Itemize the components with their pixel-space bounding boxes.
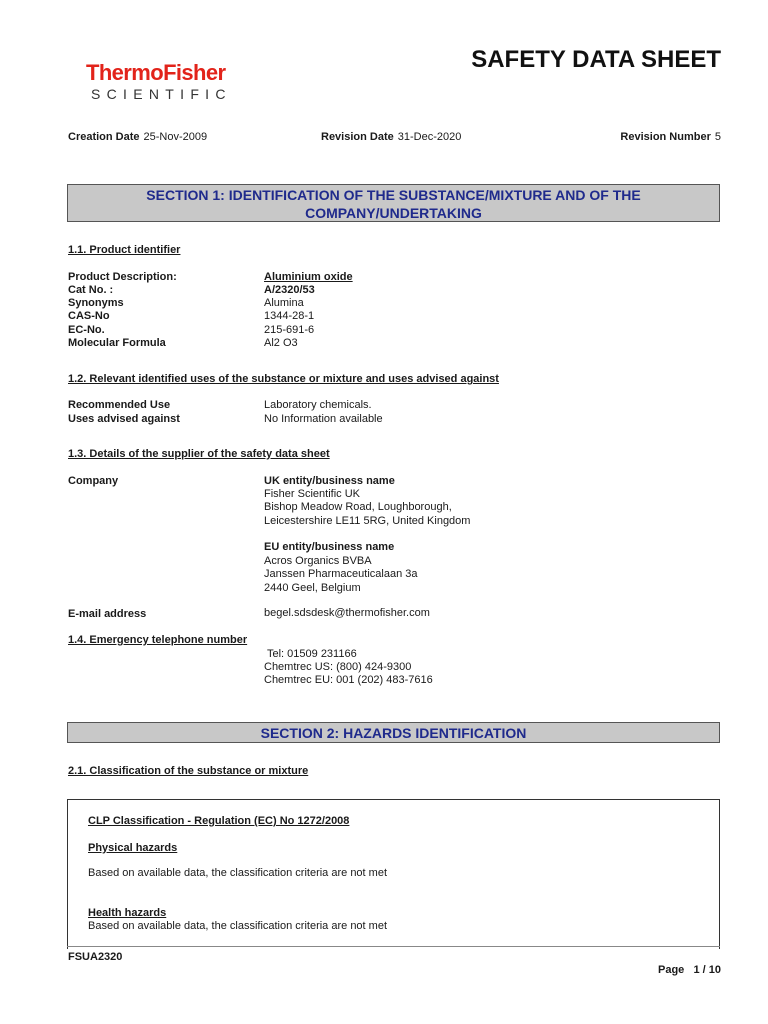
clp-heading-text: CLP Classification - Regulation (EC) No 1272/2008 [88,815,350,827]
recommended-use-value: Laboratory chemicals. [264,399,372,411]
document-title: SAFETY DATA SHEET [471,46,721,73]
product-description-label: Product Description: [68,271,177,283]
revision-date-label: Revision Date [321,131,394,143]
eu-entity-heading: EU entity/business name [264,541,395,553]
revision-date [321,131,461,144]
brand-logo-wordmark: ThermoFisher [86,60,226,85]
health-hazards-heading-text: Health hazards [88,907,167,919]
physical-hazards-heading [88,842,177,855]
creation-date [68,131,207,144]
section-2-header [67,722,720,743]
ec-no-label: EC-No. [68,324,105,336]
section-1-title-line2: COMPANY/UNDERTAKING [305,205,482,221]
recommended-use-label: Recommended Use [68,399,171,411]
section-1-title-line1: SECTION 1: IDENTIFICATION OF THE SUBSTANCE/MIXTURE AND OF THE [146,187,641,203]
emergency-phone-line: Chemtrec US: (800) 424-9300 [264,661,412,673]
uk-entity-heading: UK entity/business name [264,475,395,487]
email-label: E-mail address [68,608,147,620]
subsection-1-3-heading: 1.3. Details of the supplier of the safety data sheet [68,448,330,460]
eu-entity-line: Acros Organics BVBA [264,555,372,567]
subsection-1-4-heading: 1.4. Emergency telephone number [68,634,248,646]
creation-date-label: Creation Date [68,131,140,143]
eu-entity-line: 2440 Geel, Belgium [264,582,361,594]
uk-entity-line: Bishop Meadow Road, Loughborough, [264,501,452,513]
synonyms-value: Alumina [264,297,304,309]
uses-advised-against-value: No Information available [264,413,383,425]
health-hazards-text: Based on available data, the classification criteria are not met [88,920,387,932]
revision-date-value: 31-Dec-2020 [397,131,462,143]
cat-no-value: A/2320/53 [264,284,315,296]
cas-no-label: CAS-No [68,310,110,322]
emergency-phone-line: Chemtrec EU: 001 (202) 483-7616 [264,674,433,686]
page-indicator [658,964,721,977]
document-code: FSUA2320 [68,951,123,963]
physical-hazards-text: Based on available data, the classification criteria are not met [88,867,387,879]
emergency-phone-line: Tel: 01509 231166 [267,648,357,660]
synonyms-label: Synonyms [68,297,124,309]
footer-divider [67,946,720,947]
uk-entity-line: Fisher Scientific UK [264,488,360,500]
cat-no-label: Cat No. : [68,284,114,296]
eu-entity-line: Janssen Pharmaceuticalaan 3a [264,568,418,580]
subsection-2-1-heading: 2.1. Classification of the substance or mixture [68,765,309,777]
revision-number-label: Revision Number [620,131,711,143]
section-1-header [67,184,720,222]
section-2-title: SECTION 2: HAZARDS IDENTIFICATION [260,725,527,741]
clp-heading [88,815,349,828]
health-hazards-heading [88,907,166,920]
uses-advised-against-label: Uses advised against [68,413,180,425]
company-label: Company [68,475,119,487]
subsection-1-1-heading: 1.1. Product identifier [68,244,181,256]
cas-no-value: 1344-28-1 [264,310,315,322]
revision-number [620,131,721,144]
creation-date-value: 25-Nov-2009 [143,131,208,143]
page-label: Page [658,964,685,976]
uk-entity-line: Leicestershire LE11 5RG, United Kingdom [264,515,471,527]
page-number: 1 / 10 [693,964,721,976]
revision-number-value: 5 [714,131,721,143]
ec-no-value: 215-691-6 [264,324,315,336]
email-value[interactable]: begel.sdsdesk@thermofisher.com [264,607,430,619]
molecular-formula-label: Molecular Formula [68,337,166,349]
molecular-formula-value: Al2 O3 [264,337,298,349]
brand-logo-subtitle: SCIENTIFIC [91,86,232,102]
product-description-value: Aluminium oxide [264,271,353,283]
physical-hazards-heading-text: Physical hazards [88,842,178,854]
subsection-1-2-heading: 1.2. Relevant identified uses of the substance or mixture and uses advised against [68,373,499,385]
